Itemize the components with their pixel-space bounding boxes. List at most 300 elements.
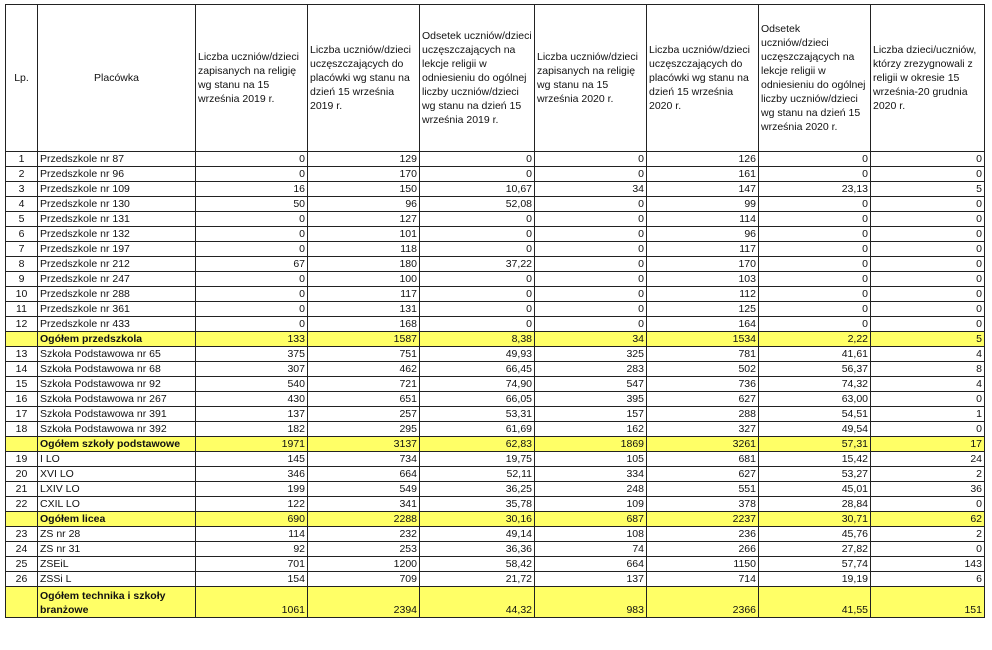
cell-enrolled-2019: 346 [196,467,308,482]
cell-attending-2020: 161 [647,167,759,182]
header-placowka: Placówka [38,5,196,152]
table-row [6,377,985,392]
table-row [6,287,985,302]
cell-enrolled-2019: 67 [196,257,308,272]
cell-resigned-2020: 24 [871,452,985,467]
cell-attending-2020: 2237 [647,512,759,527]
cell-percent-2019: 0 [420,272,535,287]
cell-resigned-2020: 0 [871,287,985,302]
cell-percent-2019: 37,22 [420,257,535,272]
header-attending-2019: Liczba uczniów/dzieci uczęszczających do placówki wg stanu na dzień 15 września 2019 r. [308,5,420,152]
cell-enrolled-2019: 199 [196,482,308,497]
cell-percent-2020: 27,82 [759,542,871,557]
cell-percent-2020: 30,71 [759,512,871,527]
cell-attending-2020: 681 [647,452,759,467]
cell-attending-2019: 734 [308,452,420,467]
cell-attending-2020: 714 [647,572,759,587]
cell-enrolled-2019: 0 [196,287,308,302]
cell-lp: 22 [6,497,38,512]
cell-attending-2019: 253 [308,542,420,557]
cell-percent-2019: 10,67 [420,182,535,197]
cell-placowka: LXIV LO [38,482,196,497]
cell-attending-2019: 709 [308,572,420,587]
cell-enrolled-2019: 137 [196,407,308,422]
cell-percent-2019: 61,69 [420,422,535,437]
cell-lp: 18 [6,422,38,437]
cell-resigned-2020: 8 [871,362,985,377]
cell-attending-2019: 651 [308,392,420,407]
cell-enrolled-2019: 307 [196,362,308,377]
cell-attending-2019: 170 [308,167,420,182]
cell-attending-2019: 1587 [308,332,420,347]
cell-enrolled-2019: 690 [196,512,308,527]
cell-enrolled-2019: 122 [196,497,308,512]
cell-lp: 15 [6,377,38,392]
cell-attending-2019: 232 [308,527,420,542]
cell-resigned-2020: 4 [871,347,985,362]
table-row [6,557,985,572]
cell-attending-2019: 3137 [308,437,420,452]
cell-percent-2019: 49,14 [420,527,535,542]
cell-enrolled-2019: 154 [196,572,308,587]
cell-enrolled-2019: 0 [196,212,308,227]
cell-placowka: ZSSi L [38,572,196,587]
cell-enrolled-2019: 92 [196,542,308,557]
cell-resigned-2020: 17 [871,437,985,452]
table-row [6,317,985,332]
cell-placowka: Ogółem technika i szkoły branżowe [38,587,196,618]
cell-enrolled-2020: 334 [535,467,647,482]
cell-attending-2019: 462 [308,362,420,377]
cell-placowka: Szkoła Podstawowa nr 92 [38,377,196,392]
cell-resigned-2020: 0 [871,272,985,287]
cell-attending-2020: 378 [647,497,759,512]
cell-placowka: Ogółem przedszkola [38,332,196,347]
cell-enrolled-2020: 0 [535,257,647,272]
cell-percent-2019: 0 [420,302,535,317]
table-row [6,227,985,242]
header-enrolled-2019: Liczba uczniów/dzieci zapisanych na religię wg stanu na 15 września 2019 r. [196,5,308,152]
cell-attending-2020: 502 [647,362,759,377]
cell-percent-2020: 0 [759,272,871,287]
cell-placowka: Przedszkole nr 212 [38,257,196,272]
cell-percent-2019: 62,83 [420,437,535,452]
header-resigned-2020: Liczba dzieci/uczniów, którzy zrezygnowali z religii w okresie 15 września-20 grudnia 2020 r. [871,5,985,152]
cell-attending-2019: 721 [308,377,420,392]
cell-percent-2019: 36,25 [420,482,535,497]
cell-enrolled-2019: 114 [196,527,308,542]
table-row [6,167,985,182]
cell-resigned-2020: 62 [871,512,985,527]
cell-attending-2019: 549 [308,482,420,497]
cell-attending-2019: 295 [308,422,420,437]
table-row [6,362,985,377]
cell-enrolled-2020: 0 [535,212,647,227]
cell-lp [6,332,38,347]
cell-resigned-2020: 0 [871,422,985,437]
cell-enrolled-2019: 182 [196,422,308,437]
cell-percent-2019: 0 [420,287,535,302]
cell-resigned-2020: 0 [871,317,985,332]
table-row [6,392,985,407]
cell-attending-2019: 118 [308,242,420,257]
table-row [6,197,985,212]
table-row [6,212,985,227]
cell-lp: 4 [6,197,38,212]
cell-lp: 1 [6,152,38,167]
cell-attending-2020: 164 [647,317,759,332]
table-row [6,257,985,272]
cell-attending-2020: 103 [647,272,759,287]
cell-attending-2020: 327 [647,422,759,437]
cell-placowka: Przedszkole nr 130 [38,197,196,212]
table-row [6,302,985,317]
cell-lp: 8 [6,257,38,272]
cell-attending-2019: 150 [308,182,420,197]
religion-statistics-table [5,4,985,618]
cell-resigned-2020: 0 [871,257,985,272]
cell-resigned-2020: 0 [871,542,985,557]
cell-percent-2020: 41,55 [759,587,871,618]
cell-percent-2019: 0 [420,152,535,167]
cell-enrolled-2020: 162 [535,422,647,437]
cell-enrolled-2020: 0 [535,167,647,182]
cell-attending-2019: 341 [308,497,420,512]
cell-resigned-2020: 0 [871,302,985,317]
cell-attending-2019: 117 [308,287,420,302]
cell-lp: 7 [6,242,38,257]
cell-enrolled-2019: 0 [196,227,308,242]
table-row [6,347,985,362]
cell-resigned-2020: 0 [871,242,985,257]
summary-row [6,437,985,452]
table-row [6,572,985,587]
cell-lp: 26 [6,572,38,587]
cell-placowka: Ogółem licea [38,512,196,527]
cell-enrolled-2020: 0 [535,272,647,287]
cell-attending-2020: 125 [647,302,759,317]
cell-attending-2020: 117 [647,242,759,257]
cell-resigned-2020: 0 [871,197,985,212]
cell-percent-2020: 41,61 [759,347,871,362]
cell-resigned-2020: 36 [871,482,985,497]
summary-row [6,512,985,527]
cell-enrolled-2020: 105 [535,452,647,467]
cell-resigned-2020: 151 [871,587,985,618]
cell-attending-2020: 2366 [647,587,759,618]
table-row [6,422,985,437]
cell-percent-2020: 49,54 [759,422,871,437]
cell-lp: 23 [6,527,38,542]
cell-attending-2020: 3261 [647,437,759,452]
cell-lp: 21 [6,482,38,497]
cell-enrolled-2020: 157 [535,407,647,422]
cell-placowka: ZS nr 28 [38,527,196,542]
cell-enrolled-2019: 701 [196,557,308,572]
cell-lp: 10 [6,287,38,302]
cell-percent-2019: 19,75 [420,452,535,467]
cell-placowka: Szkoła Podstawowa nr 391 [38,407,196,422]
cell-lp [6,512,38,527]
cell-percent-2020: 0 [759,257,871,272]
cell-percent-2020: 19,19 [759,572,871,587]
cell-percent-2020: 0 [759,197,871,212]
cell-resigned-2020: 1 [871,407,985,422]
cell-lp: 3 [6,182,38,197]
cell-resigned-2020: 5 [871,332,985,347]
cell-placowka: Przedszkole nr 132 [38,227,196,242]
table-row [6,242,985,257]
cell-attending-2020: 96 [647,227,759,242]
cell-lp: 19 [6,452,38,467]
cell-placowka: ZS nr 31 [38,542,196,557]
cell-percent-2020: 53,27 [759,467,871,482]
cell-percent-2019: 0 [420,242,535,257]
cell-percent-2020: 45,76 [759,527,871,542]
cell-attending-2020: 288 [647,407,759,422]
cell-attending-2019: 168 [308,317,420,332]
cell-enrolled-2020: 34 [535,182,647,197]
cell-attending-2019: 751 [308,347,420,362]
table-row [6,482,985,497]
cell-percent-2020: 54,51 [759,407,871,422]
cell-placowka: Ogółem szkoły podstawowe [38,437,196,452]
cell-percent-2019: 35,78 [420,497,535,512]
cell-attending-2020: 236 [647,527,759,542]
cell-placowka: ZSEiL [38,557,196,572]
cell-placowka: XVI LO [38,467,196,482]
cell-attending-2019: 96 [308,197,420,212]
table-row [6,497,985,512]
cell-enrolled-2019: 540 [196,377,308,392]
cell-enrolled-2019: 16 [196,182,308,197]
cell-enrolled-2020: 0 [535,317,647,332]
cell-resigned-2020: 2 [871,467,985,482]
cell-lp: 12 [6,317,38,332]
cell-attending-2019: 257 [308,407,420,422]
cell-lp: 5 [6,212,38,227]
cell-attending-2020: 627 [647,467,759,482]
cell-percent-2019: 0 [420,317,535,332]
cell-lp [6,587,38,618]
cell-attending-2019: 2288 [308,512,420,527]
cell-enrolled-2020: 0 [535,242,647,257]
cell-attending-2019: 100 [308,272,420,287]
cell-enrolled-2020: 248 [535,482,647,497]
cell-percent-2020: 28,84 [759,497,871,512]
cell-attending-2019: 664 [308,467,420,482]
cell-percent-2019: 8,38 [420,332,535,347]
cell-enrolled-2019: 0 [196,317,308,332]
cell-resigned-2020: 0 [871,212,985,227]
cell-attending-2020: 1534 [647,332,759,347]
cell-enrolled-2019: 375 [196,347,308,362]
cell-enrolled-2020: 325 [535,347,647,362]
cell-percent-2019: 52,08 [420,197,535,212]
cell-enrolled-2020: 283 [535,362,647,377]
table-row [6,452,985,467]
cell-enrolled-2019: 145 [196,452,308,467]
cell-percent-2020: 0 [759,152,871,167]
cell-placowka: Przedszkole nr 109 [38,182,196,197]
cell-attending-2019: 129 [308,152,420,167]
table-row [6,527,985,542]
cell-percent-2020: 0 [759,242,871,257]
cell-enrolled-2019: 1971 [196,437,308,452]
cell-enrolled-2020: 0 [535,197,647,212]
cell-percent-2020: 15,42 [759,452,871,467]
cell-percent-2019: 44,32 [420,587,535,618]
cell-attending-2019: 180 [308,257,420,272]
cell-placowka: Szkoła Podstawowa nr 68 [38,362,196,377]
cell-lp: 20 [6,467,38,482]
cell-attending-2020: 126 [647,152,759,167]
cell-percent-2019: 52,11 [420,467,535,482]
cell-enrolled-2019: 0 [196,152,308,167]
cell-lp: 2 [6,167,38,182]
cell-attending-2020: 114 [647,212,759,227]
cell-enrolled-2019: 0 [196,167,308,182]
cell-lp: 13 [6,347,38,362]
cell-percent-2020: 0 [759,287,871,302]
cell-resigned-2020: 0 [871,392,985,407]
cell-percent-2019: 53,31 [420,407,535,422]
table-row [6,407,985,422]
cell-enrolled-2020: 0 [535,152,647,167]
cell-enrolled-2019: 0 [196,302,308,317]
cell-lp: 11 [6,302,38,317]
cell-attending-2020: 266 [647,542,759,557]
cell-enrolled-2020: 0 [535,302,647,317]
cell-enrolled-2020: 1869 [535,437,647,452]
cell-lp: 17 [6,407,38,422]
cell-attending-2019: 131 [308,302,420,317]
cell-percent-2020: 0 [759,227,871,242]
cell-lp: 9 [6,272,38,287]
header-row [6,5,985,152]
cell-attending-2020: 551 [647,482,759,497]
cell-attending-2020: 170 [647,257,759,272]
cell-percent-2019: 0 [420,227,535,242]
cell-percent-2019: 0 [420,167,535,182]
cell-enrolled-2020: 137 [535,572,647,587]
summary-row [6,587,985,618]
cell-placowka: Przedszkole nr 96 [38,167,196,182]
cell-attending-2020: 99 [647,197,759,212]
cell-percent-2020: 0 [759,317,871,332]
cell-enrolled-2019: 430 [196,392,308,407]
cell-resigned-2020: 0 [871,152,985,167]
cell-placowka: Szkoła Podstawowa nr 267 [38,392,196,407]
cell-enrolled-2019: 0 [196,272,308,287]
header-percent-2019: Odsetek uczniów/dzieci uczęszczających na lekcje religii w odniesieniu do ogólnej liczby uczniów/dzieci wg stanu na dzień 15 września 2019 r. [420,5,535,152]
cell-placowka: CXIL LO [38,497,196,512]
table-row [6,542,985,557]
cell-enrolled-2020: 108 [535,527,647,542]
table-body [6,152,985,618]
cell-enrolled-2019: 133 [196,332,308,347]
cell-percent-2020: 56,37 [759,362,871,377]
cell-attending-2019: 101 [308,227,420,242]
cell-percent-2020: 45,01 [759,482,871,497]
cell-attending-2019: 1200 [308,557,420,572]
cell-percent-2020: 0 [759,167,871,182]
cell-attending-2019: 2394 [308,587,420,618]
cell-attending-2020: 147 [647,182,759,197]
cell-placowka: Szkoła Podstawowa nr 65 [38,347,196,362]
table-row [6,152,985,167]
cell-enrolled-2020: 687 [535,512,647,527]
cell-percent-2019: 58,42 [420,557,535,572]
cell-percent-2020: 0 [759,212,871,227]
cell-placowka: Przedszkole nr 197 [38,242,196,257]
cell-enrolled-2020: 0 [535,227,647,242]
cell-enrolled-2020: 664 [535,557,647,572]
cell-attending-2020: 781 [647,347,759,362]
cell-percent-2020: 2,22 [759,332,871,347]
cell-percent-2019: 66,05 [420,392,535,407]
cell-resigned-2020: 0 [871,497,985,512]
cell-placowka: Przedszkole nr 361 [38,302,196,317]
cell-lp [6,437,38,452]
cell-percent-2020: 0 [759,302,871,317]
cell-percent-2020: 23,13 [759,182,871,197]
table-row [6,467,985,482]
cell-percent-2019: 49,93 [420,347,535,362]
cell-enrolled-2020: 74 [535,542,647,557]
cell-attending-2020: 627 [647,392,759,407]
header-enrolled-2020: Liczba uczniów/dzieci zapisanych na religię wg stanu na 15 września 2020 r. [535,5,647,152]
cell-percent-2019: 30,16 [420,512,535,527]
cell-percent-2019: 21,72 [420,572,535,587]
cell-enrolled-2020: 547 [535,377,647,392]
cell-lp: 14 [6,362,38,377]
cell-percent-2020: 74,32 [759,377,871,392]
cell-enrolled-2019: 50 [196,197,308,212]
cell-placowka: Przedszkole nr 433 [38,317,196,332]
table-row [6,272,985,287]
cell-percent-2019: 74,90 [420,377,535,392]
cell-percent-2019: 36,36 [420,542,535,557]
cell-percent-2019: 0 [420,212,535,227]
cell-resigned-2020: 143 [871,557,985,572]
cell-resigned-2020: 2 [871,527,985,542]
cell-enrolled-2020: 395 [535,392,647,407]
summary-row [6,332,985,347]
cell-percent-2020: 63,00 [759,392,871,407]
cell-attending-2019: 127 [308,212,420,227]
cell-placowka: Przedszkole nr 87 [38,152,196,167]
cell-enrolled-2019: 1061 [196,587,308,618]
cell-placowka: Przedszkole nr 247 [38,272,196,287]
cell-attending-2020: 112 [647,287,759,302]
cell-placowka: Przedszkole nr 131 [38,212,196,227]
cell-attending-2020: 736 [647,377,759,392]
header-lp: Lp. [6,5,38,152]
header-attending-2020: Liczba uczniów/dzieci uczęszczających do placówki wg stanu na dzień 15 września 2020 r. [647,5,759,152]
cell-lp: 16 [6,392,38,407]
cell-attending-2020: 1150 [647,557,759,572]
cell-lp: 24 [6,542,38,557]
cell-lp: 6 [6,227,38,242]
cell-enrolled-2020: 983 [535,587,647,618]
cell-placowka: Szkoła Podstawowa nr 392 [38,422,196,437]
cell-placowka: I LO [38,452,196,467]
cell-enrolled-2019: 0 [196,242,308,257]
cell-percent-2020: 57,74 [759,557,871,572]
cell-resigned-2020: 6 [871,572,985,587]
cell-percent-2020: 57,31 [759,437,871,452]
